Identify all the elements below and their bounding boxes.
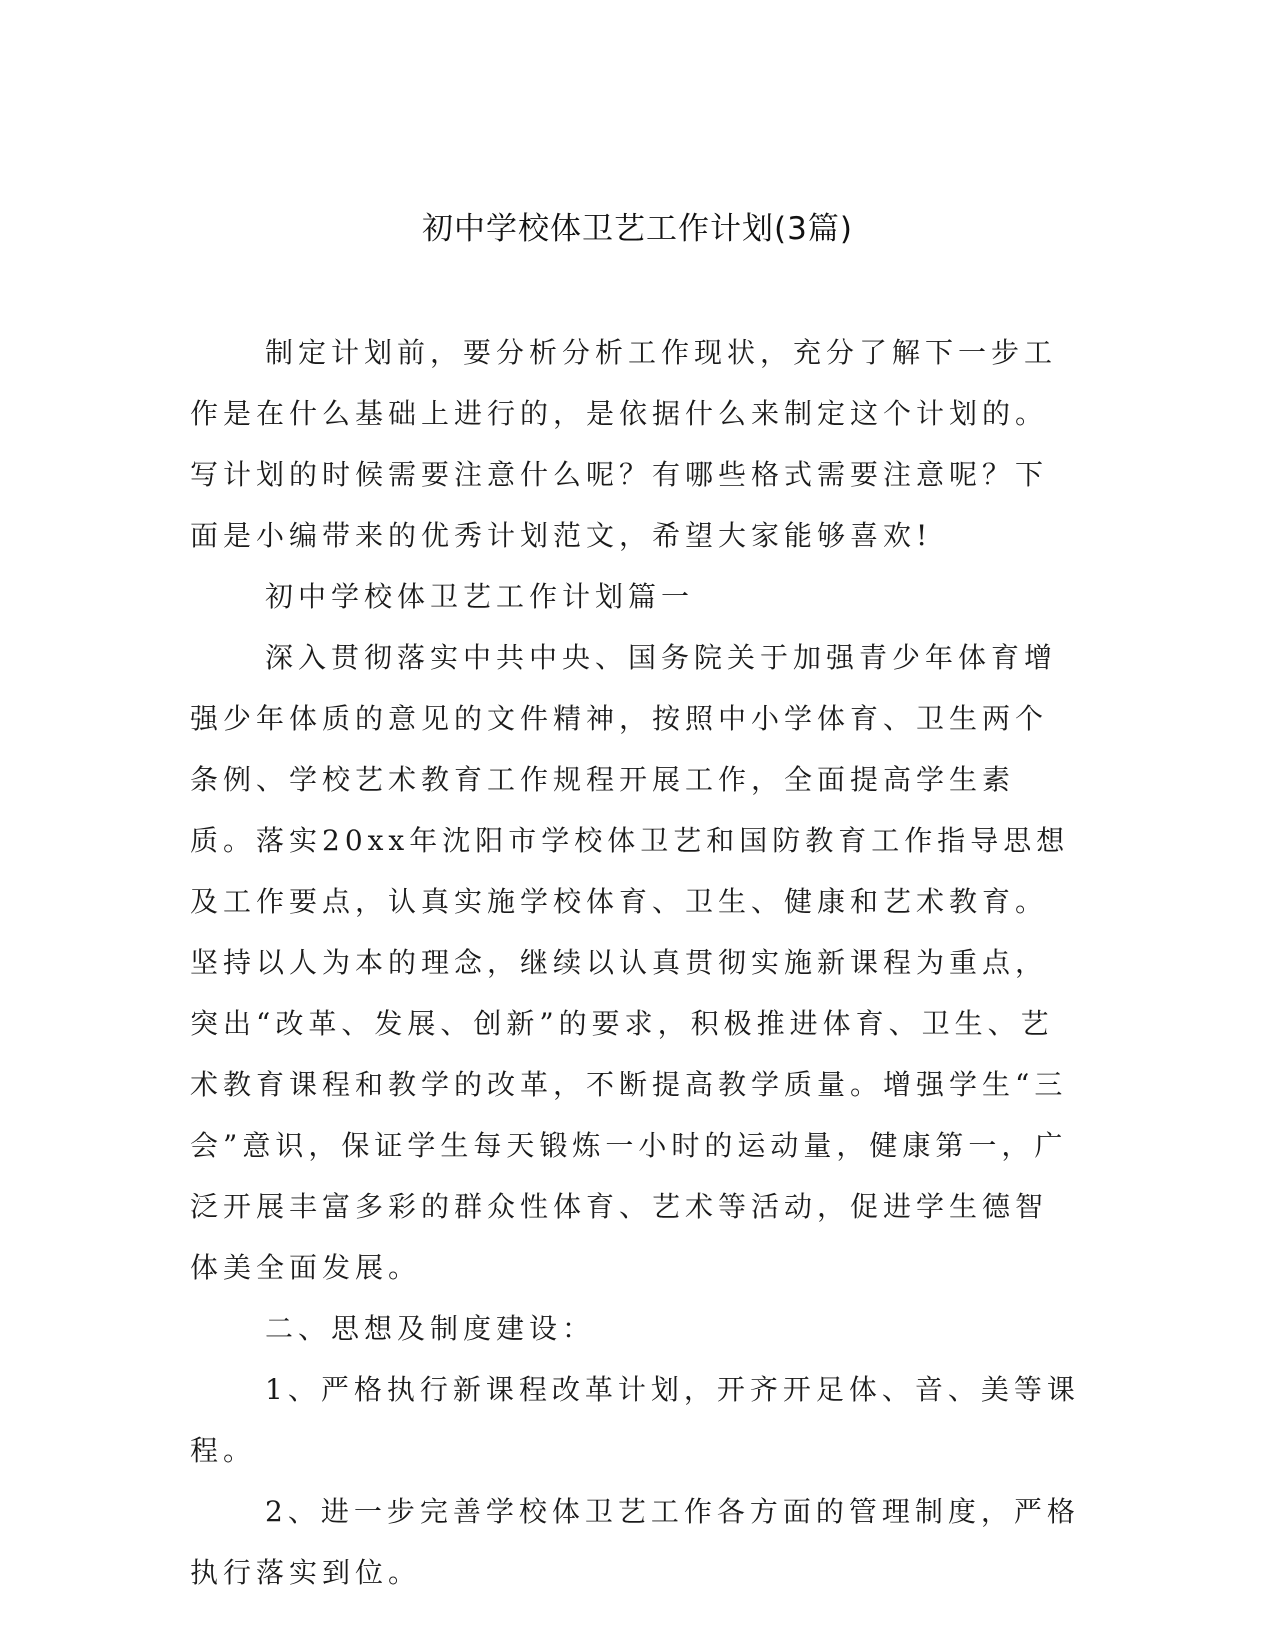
section-heading: 初中学校体卫艺工作计划篇一	[265, 580, 695, 613]
document-body	[190, 322, 1080, 1603]
body-paragraph: 深入贯彻落实中共中央、国务院关于加强青少年体育增强少年体质的意见的文件精神，按照中小学体育、卫生两个条例、学校艺术教育工作规程开展工作，全面提高学生素质。落实20xx年沈阳市学校体卫艺和国防教育工作指导思想及工作要点，认真实施学校体育、卫生、健康和艺术教育。坚持以人为本的理念，继续以认真贯彻实施新课程为重点，突出“改革、发展、创新”的要求，积极推进体育、卫生、艺术教育课程和教学的改革，不断提高教学质量。增强学生“三会”意识，保证学生每天锻炼一小时的运动量，健康第一，广泛开展丰富多彩的群众性体育、艺术等活动，促进学生德智体美全面发展。	[190, 641, 1070, 1284]
subsection-heading: 二、思想及制度建设：	[265, 1312, 596, 1345]
list-item: 1、严格执行新课程改革计划，开齐开足体、音、美等课程。	[190, 1373, 1080, 1467]
intro-paragraph: 制定计划前，要分析分析工作现状，充分了解下一步工作是在什么基础上进行的，是依据什么来制定这个计划的。写计划的时候需要注意什么呢？有哪些格式需要注意呢？下面是小编带来的优秀计划范文，希望大家能够喜欢!	[190, 336, 1058, 552]
list-item: 2、进一步完善学校体卫艺工作各方面的管理制度，严格执行落实到位。	[190, 1495, 1080, 1589]
document-title: 初中学校体卫艺工作计划(3篇)	[422, 211, 853, 247]
